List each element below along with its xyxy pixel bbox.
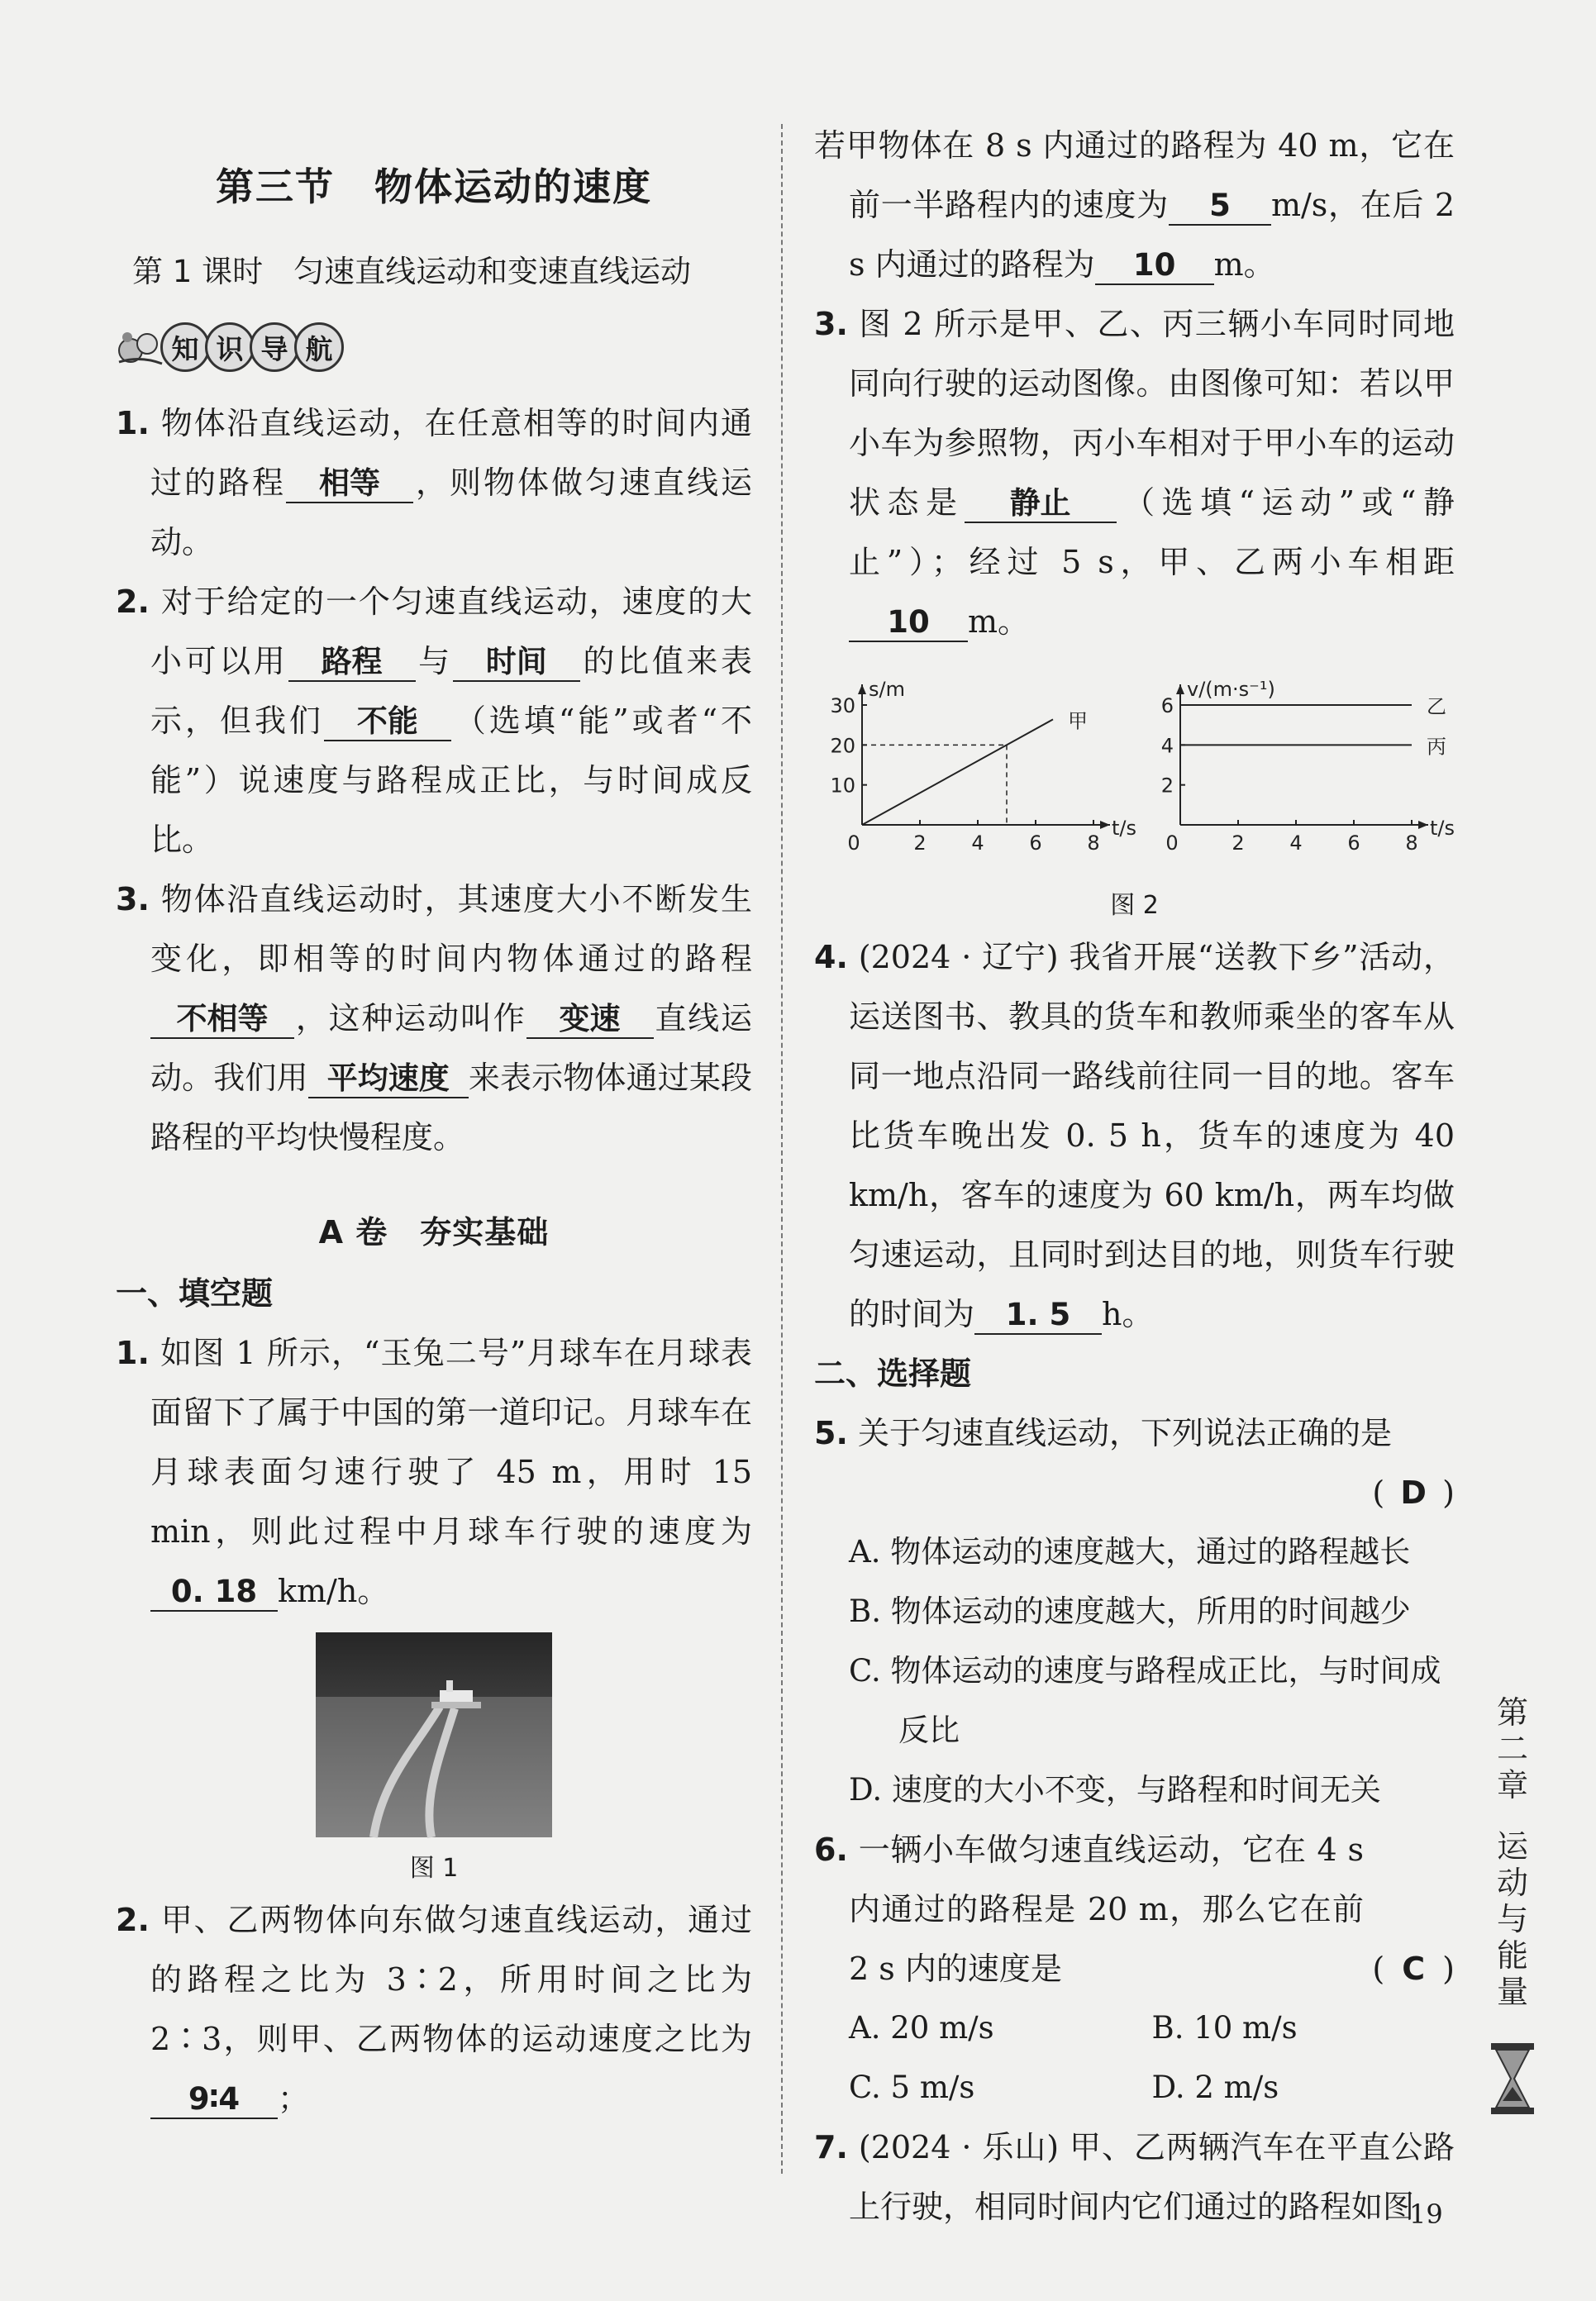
question-2: 2. 甲、乙两物体向东做匀速直线运动，通过的路程之比为 3∶2，所用时间之比为 2∶3，则甲、乙两物体的运动速度之比为9∶4 ； bbox=[116, 1890, 752, 2128]
option: D. 2 m/s bbox=[1151, 2070, 1279, 2105]
side-tab-char: 动 bbox=[1496, 1865, 1528, 1901]
answer-blank: 10 bbox=[849, 604, 968, 642]
answer-choice: D bbox=[1400, 1474, 1427, 1511]
question-6: 6. 一辆小车做匀速直线运动，它在 4 s 内通过的路程是 20 m，那么它在前 2 s 内的速度是 bbox=[814, 1832, 1364, 1987]
answer-blank: 1. 5 bbox=[974, 1297, 1102, 1335]
question-5-answer: ( D ) bbox=[814, 1463, 1455, 1522]
x-tick-label: 2 bbox=[1231, 831, 1245, 855]
series-line bbox=[862, 719, 1053, 825]
question-2-continued: 若甲物体在 8 s 内通过的路程为 40 m，它在前一半路程内的速度为 5 m/s，在后 2 s 内通过的路程为 10 m。 bbox=[814, 116, 1455, 294]
side-tab-char: 第 bbox=[1496, 1694, 1528, 1731]
side-tab-char: 能 bbox=[1496, 1937, 1528, 1974]
moon-rover-photo bbox=[316, 1632, 552, 1837]
knowledge-item-3: 3. 物体沿直线运动时，其速度大小不断发生变化，即相等的时间内物体通过的路程不相等 ，这种运动叫作 变速 直线运动。我们用 平均速度 来表示物体通过某段路程的平均快慢程度。 bbox=[116, 881, 752, 1155]
answer-blank: 变速 bbox=[526, 1001, 654, 1039]
option: A. 物体运动的速度越大，通过的路程越长 bbox=[849, 1534, 1411, 1570]
x-axis-label: t/s bbox=[1111, 817, 1136, 840]
hourglass-icon bbox=[1488, 2041, 1537, 2116]
answer-blank: 时间 bbox=[453, 644, 580, 682]
nav-badge-char: 航 bbox=[294, 322, 344, 372]
y-tick-label: 4 bbox=[1160, 734, 1174, 758]
part2-heading: 二、选择题 bbox=[814, 1355, 972, 1392]
y-axis-label: s/m bbox=[868, 678, 905, 701]
option: B. 10 m/s bbox=[1151, 2010, 1298, 2046]
options-row bbox=[849, 1998, 1455, 2058]
y-tick-label: 6 bbox=[1160, 694, 1174, 717]
x-tick-label: 6 bbox=[1346, 831, 1360, 855]
figure-1 bbox=[116, 1632, 752, 1841]
y-tick-label: 30 bbox=[829, 694, 855, 717]
option: A. 20 m/s bbox=[849, 2010, 994, 2046]
knowledge-item-1: 1. 物体沿直线运动，在任意相等的时间内通过的路程 相等 ，则物体做匀速直线运动。 bbox=[116, 405, 752, 560]
y-tick-label: 10 bbox=[829, 774, 855, 798]
right-column bbox=[814, 116, 1455, 2237]
question-3: 3. 图 2 所示是甲、乙、丙三辆小车同时同地同向行驶的运动图像。由图像可知：若以甲小车为参照物，丙小车相对于甲小车的运动状态是 静止 （选填“运动”或“静止”）；经过 5 s，甲、乙两小车相距10 m。 bbox=[814, 294, 1455, 651]
decoration-icon bbox=[116, 326, 165, 369]
side-tab-char: 二 bbox=[1496, 1731, 1528, 1767]
column-divider bbox=[781, 124, 783, 2174]
figure-2 bbox=[814, 660, 1455, 878]
nav-badge-char: 知 bbox=[160, 322, 210, 372]
answer-blank: 9∶4 bbox=[150, 2081, 278, 2119]
x-tick-label: 4 bbox=[1289, 831, 1303, 855]
options-row bbox=[849, 2058, 1455, 2118]
nav-badge-char: 识 bbox=[205, 322, 255, 372]
page-number: 19 bbox=[1409, 2199, 1443, 2230]
answer-blank: 平均速度 bbox=[308, 1060, 469, 1098]
part1-heading: 一、填空题 bbox=[116, 1275, 274, 1312]
series-label: 甲 bbox=[1067, 709, 1088, 733]
answer-blank: 0. 18 bbox=[150, 1574, 278, 1612]
series-label: 丙 bbox=[1426, 735, 1446, 759]
knowledge-item-2: 2. 对于给定的一个匀速直线运动，速度的大小可以用 路程 与 时间 的比值来表示，但我们 不能 （选填“能”或者“不能”）说速度与路程成正比，与时间成反比。 bbox=[116, 584, 752, 858]
left-column bbox=[116, 124, 752, 2128]
chapter-side-tab bbox=[1488, 1694, 1537, 2010]
question-6-answer: ( C ) bbox=[814, 1939, 1455, 1998]
x-tick-label: 6 bbox=[1028, 831, 1042, 855]
y-axis-label: v/(m·s⁻¹) bbox=[1186, 678, 1275, 701]
series-label: 乙 bbox=[1426, 695, 1446, 718]
side-tab-spacer bbox=[1488, 1803, 1537, 1828]
nav-badge-char: 导 bbox=[250, 322, 299, 372]
knowledge-nav-badge bbox=[116, 314, 752, 380]
side-tab-char: 运 bbox=[1496, 1828, 1528, 1865]
x-tick-label: 0 bbox=[1165, 831, 1179, 855]
answer-blank: 10 bbox=[1095, 247, 1214, 285]
question-5: 5. 关于匀速直线运动，下列说法正确的是 bbox=[814, 1415, 1392, 1451]
y-axis-arrow bbox=[1176, 684, 1184, 694]
figure-2-caption: 图 2 bbox=[1110, 891, 1159, 920]
x-axis-arrow bbox=[1418, 821, 1428, 829]
x-tick-label: 2 bbox=[912, 831, 927, 855]
answer-blank: 相等 bbox=[286, 465, 413, 503]
lesson-title: 第 1 课时 匀速直线运动和变速直线运动 bbox=[132, 254, 692, 289]
x-tick-label: 4 bbox=[970, 831, 984, 855]
side-tab-char: 量 bbox=[1496, 1974, 1528, 2010]
question-1: 1. 如图 1 所示，“玉兔二号”月球车在月球表面留下了属于中国的第一道印记。月球车在月球表面匀速行驶了 45 m，用时 15 min，则此过程中月球车行驶的速度为0. 18 km/h。 bbox=[116, 1323, 752, 1621]
y-axis-arrow bbox=[858, 684, 866, 694]
figure-1-caption: 图 1 bbox=[409, 1854, 459, 1883]
option: C. 5 m/s bbox=[849, 2070, 975, 2105]
x-tick-label: 8 bbox=[1086, 831, 1100, 855]
x-axis-label: t/s bbox=[1429, 817, 1455, 840]
answer-blank: 静止 bbox=[965, 485, 1117, 523]
side-tab-char: 章 bbox=[1496, 1767, 1528, 1803]
answer-choice: C bbox=[1402, 1951, 1426, 1987]
option: C. 物体运动的速度与路程成正比，与时间成反比 bbox=[849, 1653, 1441, 1748]
question-7: 7. (2024 · 乐山) 甲、乙两辆汽车在平直公路上行驶，相同时间内它们通过的路程如图 bbox=[814, 2129, 1455, 2225]
x-tick-label: 0 bbox=[846, 831, 860, 855]
x-axis-arrow bbox=[1100, 821, 1110, 829]
figure-2-charts bbox=[821, 660, 1455, 874]
y-tick-label: 2 bbox=[1160, 774, 1174, 798]
side-tab-char: 与 bbox=[1496, 1901, 1528, 1937]
option: B. 物体运动的速度越大，所用的时间越少 bbox=[849, 1594, 1411, 1629]
volume-title: A 卷 夯实基础 bbox=[318, 1214, 550, 1251]
section-title: 第三节 物体运动的速度 bbox=[216, 164, 652, 209]
y-tick-label: 20 bbox=[829, 734, 855, 758]
answer-blank: 不能 bbox=[324, 703, 451, 741]
answer-blank: 不相等 bbox=[150, 1001, 294, 1039]
answer-blank: 路程 bbox=[288, 644, 416, 682]
x-tick-label: 8 bbox=[1404, 831, 1418, 855]
answer-blank: 5 bbox=[1169, 188, 1271, 226]
option: D. 速度的大小不变，与路程和时间无关 bbox=[849, 1772, 1381, 1808]
question-4: 4. (2024 · 辽宁) 我省开展“送教下乡”活动，运送图书、教具的货车和教师乘坐的客车从同一地点沿同一路线前往同一目的地。客车比货车晚出发 0. 5 h，货车的速度为 40 km/h，客车的速度为 60 km/h，两车均做匀速运动，且同时到达目的地，则货车行驶的时间为 1. 5 h。 bbox=[814, 927, 1455, 1344]
